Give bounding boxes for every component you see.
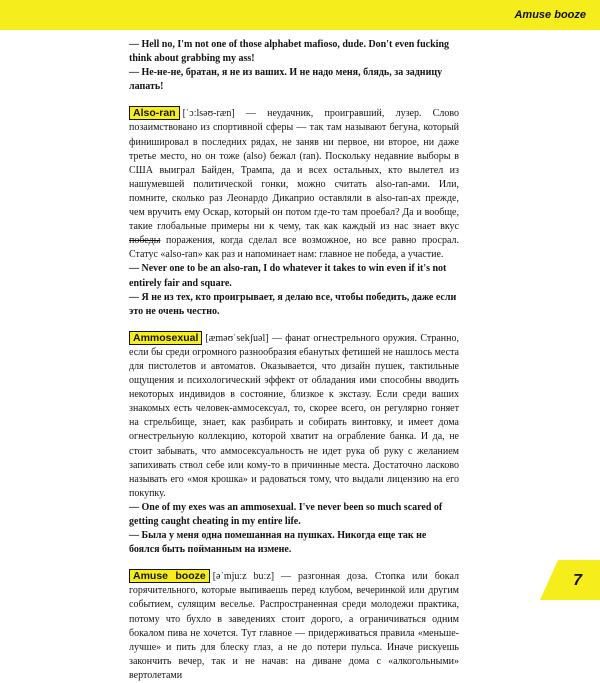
header-title: Amuse booze: [514, 9, 586, 21]
english-example: — Never one to be an also-ran, I do whatever it takes to win even if it's not entirely fair and square.: [129, 263, 447, 289]
term-tag: Amuse booze: [129, 569, 210, 583]
entry-amuse-booze: [129, 569, 459, 683]
entry-also-ran: [129, 106, 459, 318]
entry-definition: [129, 569, 459, 683]
struck-word: победы: [129, 235, 161, 247]
entry-definition: [129, 106, 459, 262]
term-transcription: [ˈɔːlsəʊ-ræn]: [182, 108, 235, 120]
header-bar: [0, 0, 600, 30]
term-transcription: [æməʊˈsekʃuəl]: [205, 332, 269, 344]
intro-russian-example: — Не-не-не, братан, я не из ваших. И не надо меня, блядь, за задницу лапать!: [129, 67, 443, 93]
term-tag: Ammosexual: [129, 331, 202, 345]
entry-definition: [129, 331, 459, 501]
russian-example: — Я не из тех, кто проигрывает, я делаю все, чтобы победить, даже если это не очень честно.: [129, 291, 457, 317]
page-number: 7: [573, 572, 582, 589]
definition-text: — фанат огнестрельного оружия. Странно, если бы среди огромного разнообразия ебанутых фетишей не нашлось места для пистолетов и автоматов. Оказывается, что дизайн пушек, тактильные ощущения и психологический эффект от обладания ими способны вводить некоторых индивидов в состояние, близкое к экстазу. Если среди ваших знакомых есть человек-аммосексуал, то, скорее всего, он регулярно гоняет на стрельбище, знает, как разбирать и собирать винтовку, и имеет дома огнестрельную коллекцию, которой хватит на ограбление банка. И да, не стоит забывать, что аммосексуальность не идет рука об руку с желанием запихивать ствол себе или кому-то в причинные места. Достаточно ласково называть его «моя крошка» и радоваться тому, что выдали лицензию на его покупку.: [129, 332, 459, 499]
definition-text: — разгонная доза. Стопка или бокал горячительного, которые выпиваешь перед клубом, вечеринкой или другим событием, сулящим веселье. Распространенная среди молодежи практика, потому что бухло в заведениях стоит дорого, а ограничиваться одним бокалом пива не хочется. Тут главное — придерживаться правила «меньше-лучше» и пить для блеску глаз, а не до потери пульса. Иначе рискуешь закончить вечер, так и не начав: на диване дома с «алкогольными» вертолетами: [129, 571, 460, 681]
russian-example: — Была у меня одна помешанная на пушках. Никогда еще так не боялся быть пойманным на измене.: [129, 530, 427, 556]
intro-english-example: — Hell no, I'm not one of those alphabet mafioso, dude. Don't even fucking think about grabbing my ass!: [129, 39, 450, 65]
english-example: — One of my exes was an ammosexual. I've never been so much scared of getting caught cheating in my entire life.: [129, 501, 443, 527]
term-tag: Also-ran: [129, 106, 180, 120]
definition-text: — неудачник, проигравший, лузер. Слово позаимствовано из спортивной сферы — так там называют бегуна, который финишировал в последних рядах, не заняв ни первое, ни второе, ни даже третье место, но он тоже (also) бежал (ran). Поскольку недавние выборы в США выиграл Байден, Трампа, да и всех остальных, кто вылетел из нашумевшей политической гонки, можно считать also-ran-ами. Или, помните, сколько раз Леонардо Дикаприо оставляли в also-ran-ах прежде, чем вручить ему Оскар, который он потом где-то там проебал? Да и вообще, такие глобальные примеры ни к чему, так как каждый из нас знает вкус: [129, 108, 459, 233]
page-number-box: [540, 560, 600, 600]
definition-text-end: поражения, когда сделал все возможное, но все равно просрал. Статус «also-ran» как раз и напоминает нам: главное не победа, а участие.: [129, 235, 459, 261]
term-transcription: [əˈmjuːz buːz]: [212, 571, 275, 583]
page-content: [129, 38, 459, 683]
entry-ammosexual: [129, 331, 459, 558]
